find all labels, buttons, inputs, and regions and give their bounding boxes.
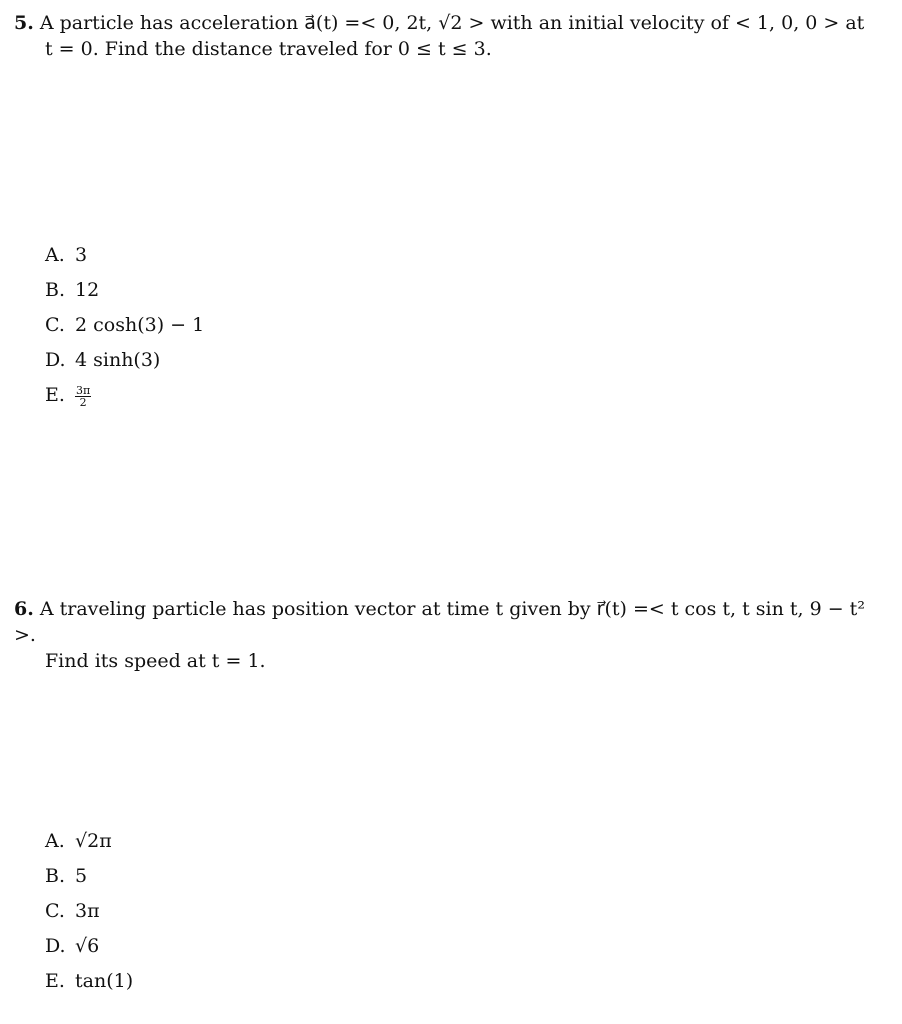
problem-5-line2: t = 0. Find the distance traveled for 0 ≤ t ≤ 3. xyxy=(45,38,492,60)
choice-letter: E. xyxy=(45,970,65,992)
problem-6-choice-c xyxy=(45,899,100,923)
choice-letter: D. xyxy=(45,349,66,371)
choice-text: 12 xyxy=(75,279,100,301)
fraction-numerator: 3π xyxy=(76,383,91,397)
problem-6-choice-d xyxy=(45,934,99,958)
problem-6-line2: Find its speed at t = 1. xyxy=(45,650,266,672)
choice-letter: D. xyxy=(45,935,66,957)
problem-5-choice-c xyxy=(45,313,204,337)
problem-5-text-1: A particle has acceleration a⃗(t) =< 0, 2t, √2 > with an initial velocity of < 1, 0, 0 > at xyxy=(39,12,865,34)
fraction-denominator: 2 xyxy=(79,395,87,409)
choice-letter: B. xyxy=(45,865,66,887)
choice-text: 5 xyxy=(75,865,88,887)
problem-6-choice-e xyxy=(45,969,133,993)
problem-5-line1 xyxy=(14,10,884,36)
problem-6-number: 6. xyxy=(14,598,34,620)
choice-text: 4 sinh(3) xyxy=(75,349,161,371)
choice-letter: E. xyxy=(45,384,65,406)
choice-text: tan(1) xyxy=(75,970,134,992)
choice-letter: B. xyxy=(45,279,66,301)
problem-5-choice-a xyxy=(45,243,87,267)
problem-6-choice-a xyxy=(45,829,112,853)
choice-fraction xyxy=(75,385,91,408)
problem-5-choice-b xyxy=(45,278,99,302)
choice-letter: C. xyxy=(45,314,65,336)
problem-6-text-1: A traveling particle has position vector at time t given by r⃗(t) =< t cos t, t sin t, 9 − t² >. xyxy=(14,598,865,646)
problem-6-choice-b xyxy=(45,864,87,888)
problem-6-line1 xyxy=(14,596,884,648)
choice-letter: C. xyxy=(45,900,65,922)
choice-text: √6 xyxy=(75,935,100,957)
choice-text: 3π xyxy=(75,900,100,922)
problem-5-choice-e xyxy=(45,383,91,408)
choice-letter: A. xyxy=(45,244,65,266)
choice-text: 2 cosh(3) − 1 xyxy=(75,314,205,336)
choice-text: 3 xyxy=(75,244,88,266)
problem-5-choice-d xyxy=(45,348,160,372)
problem-5 xyxy=(14,10,884,62)
choice-letter: A. xyxy=(45,830,65,852)
choice-text: √2π xyxy=(75,830,112,852)
problem-6 xyxy=(14,596,884,674)
problem-5-number: 5. xyxy=(14,12,34,34)
